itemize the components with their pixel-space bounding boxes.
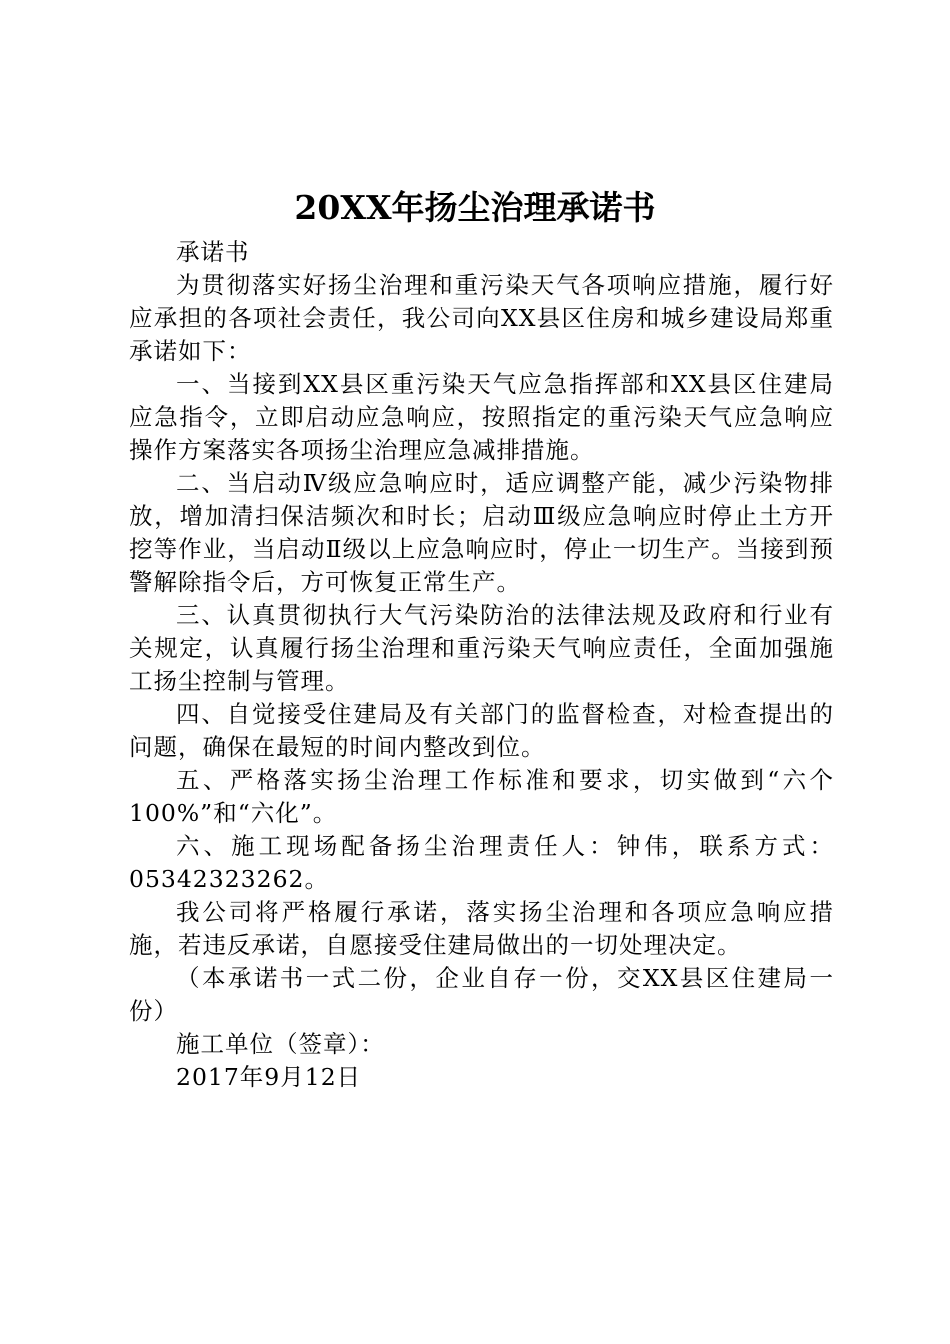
signature-line: 施工单位（签章）： — [176, 1030, 385, 1058]
subheading: 承诺书 — [176, 238, 250, 266]
commitment-4: 四、自觉接受住建局及有关部门的监督检查，对检查提出的问题，确保在最短的时间内整改到位。 — [129, 700, 834, 761]
document-body — [129, 236, 834, 1094]
date-line: 2017年9月12日 — [176, 1063, 362, 1091]
commitment-6: 六、施工现场配备扬尘治理责任人：钟伟，联系方式：05342323262。 — [129, 832, 834, 893]
intro-paragraph: 为贯彻落实好扬尘治理和重污染天气各项响应措施，履行好应承担的各项社会责任，我公司向XX县区住房和城乡建设局郑重承诺如下： — [129, 271, 834, 365]
commitment-5: 五、严格落实扬尘治理工作标准和要求，切实做到“六个100%”和“六化”。 — [129, 766, 834, 827]
document-title: 20XX年扬尘治理承诺书 — [294, 188, 656, 227]
commitment-1: 一、当接到XX县区重污染天气应急指挥部和XX县区住建局应急指令，立即启动应急响应，按照指定的重污染天气应急响应操作方案落实各项扬尘治理应急减排措施。 — [129, 370, 834, 464]
commitment-3: 三、认真贯彻执行大气污染防治的法律法规及政府和行业有关规定，认真履行扬尘治理和重污染天气响应责任，全面加强施工扬尘控制与管理。 — [129, 601, 834, 695]
closing-paragraph: 我公司将严格履行承诺，落实扬尘治理和各项应急响应措施，若违反承诺，自愿接受住建局做出的一切处理决定。 — [129, 898, 834, 959]
commitment-2: 二、当启动Ⅳ级应急响应时，适应调整产能，减少污染物排放，增加清扫保洁频次和时长；启动Ⅲ级应急响应时停止土方开挖等作业，当启动Ⅱ级以上应急响应时，停止一切生产。当接到预警解除指令后，方可恢复正常生产。 — [129, 469, 834, 596]
copies-note: （本承诺书一式二份，企业自存一份，交XX县区住建局一份） — [129, 964, 834, 1025]
